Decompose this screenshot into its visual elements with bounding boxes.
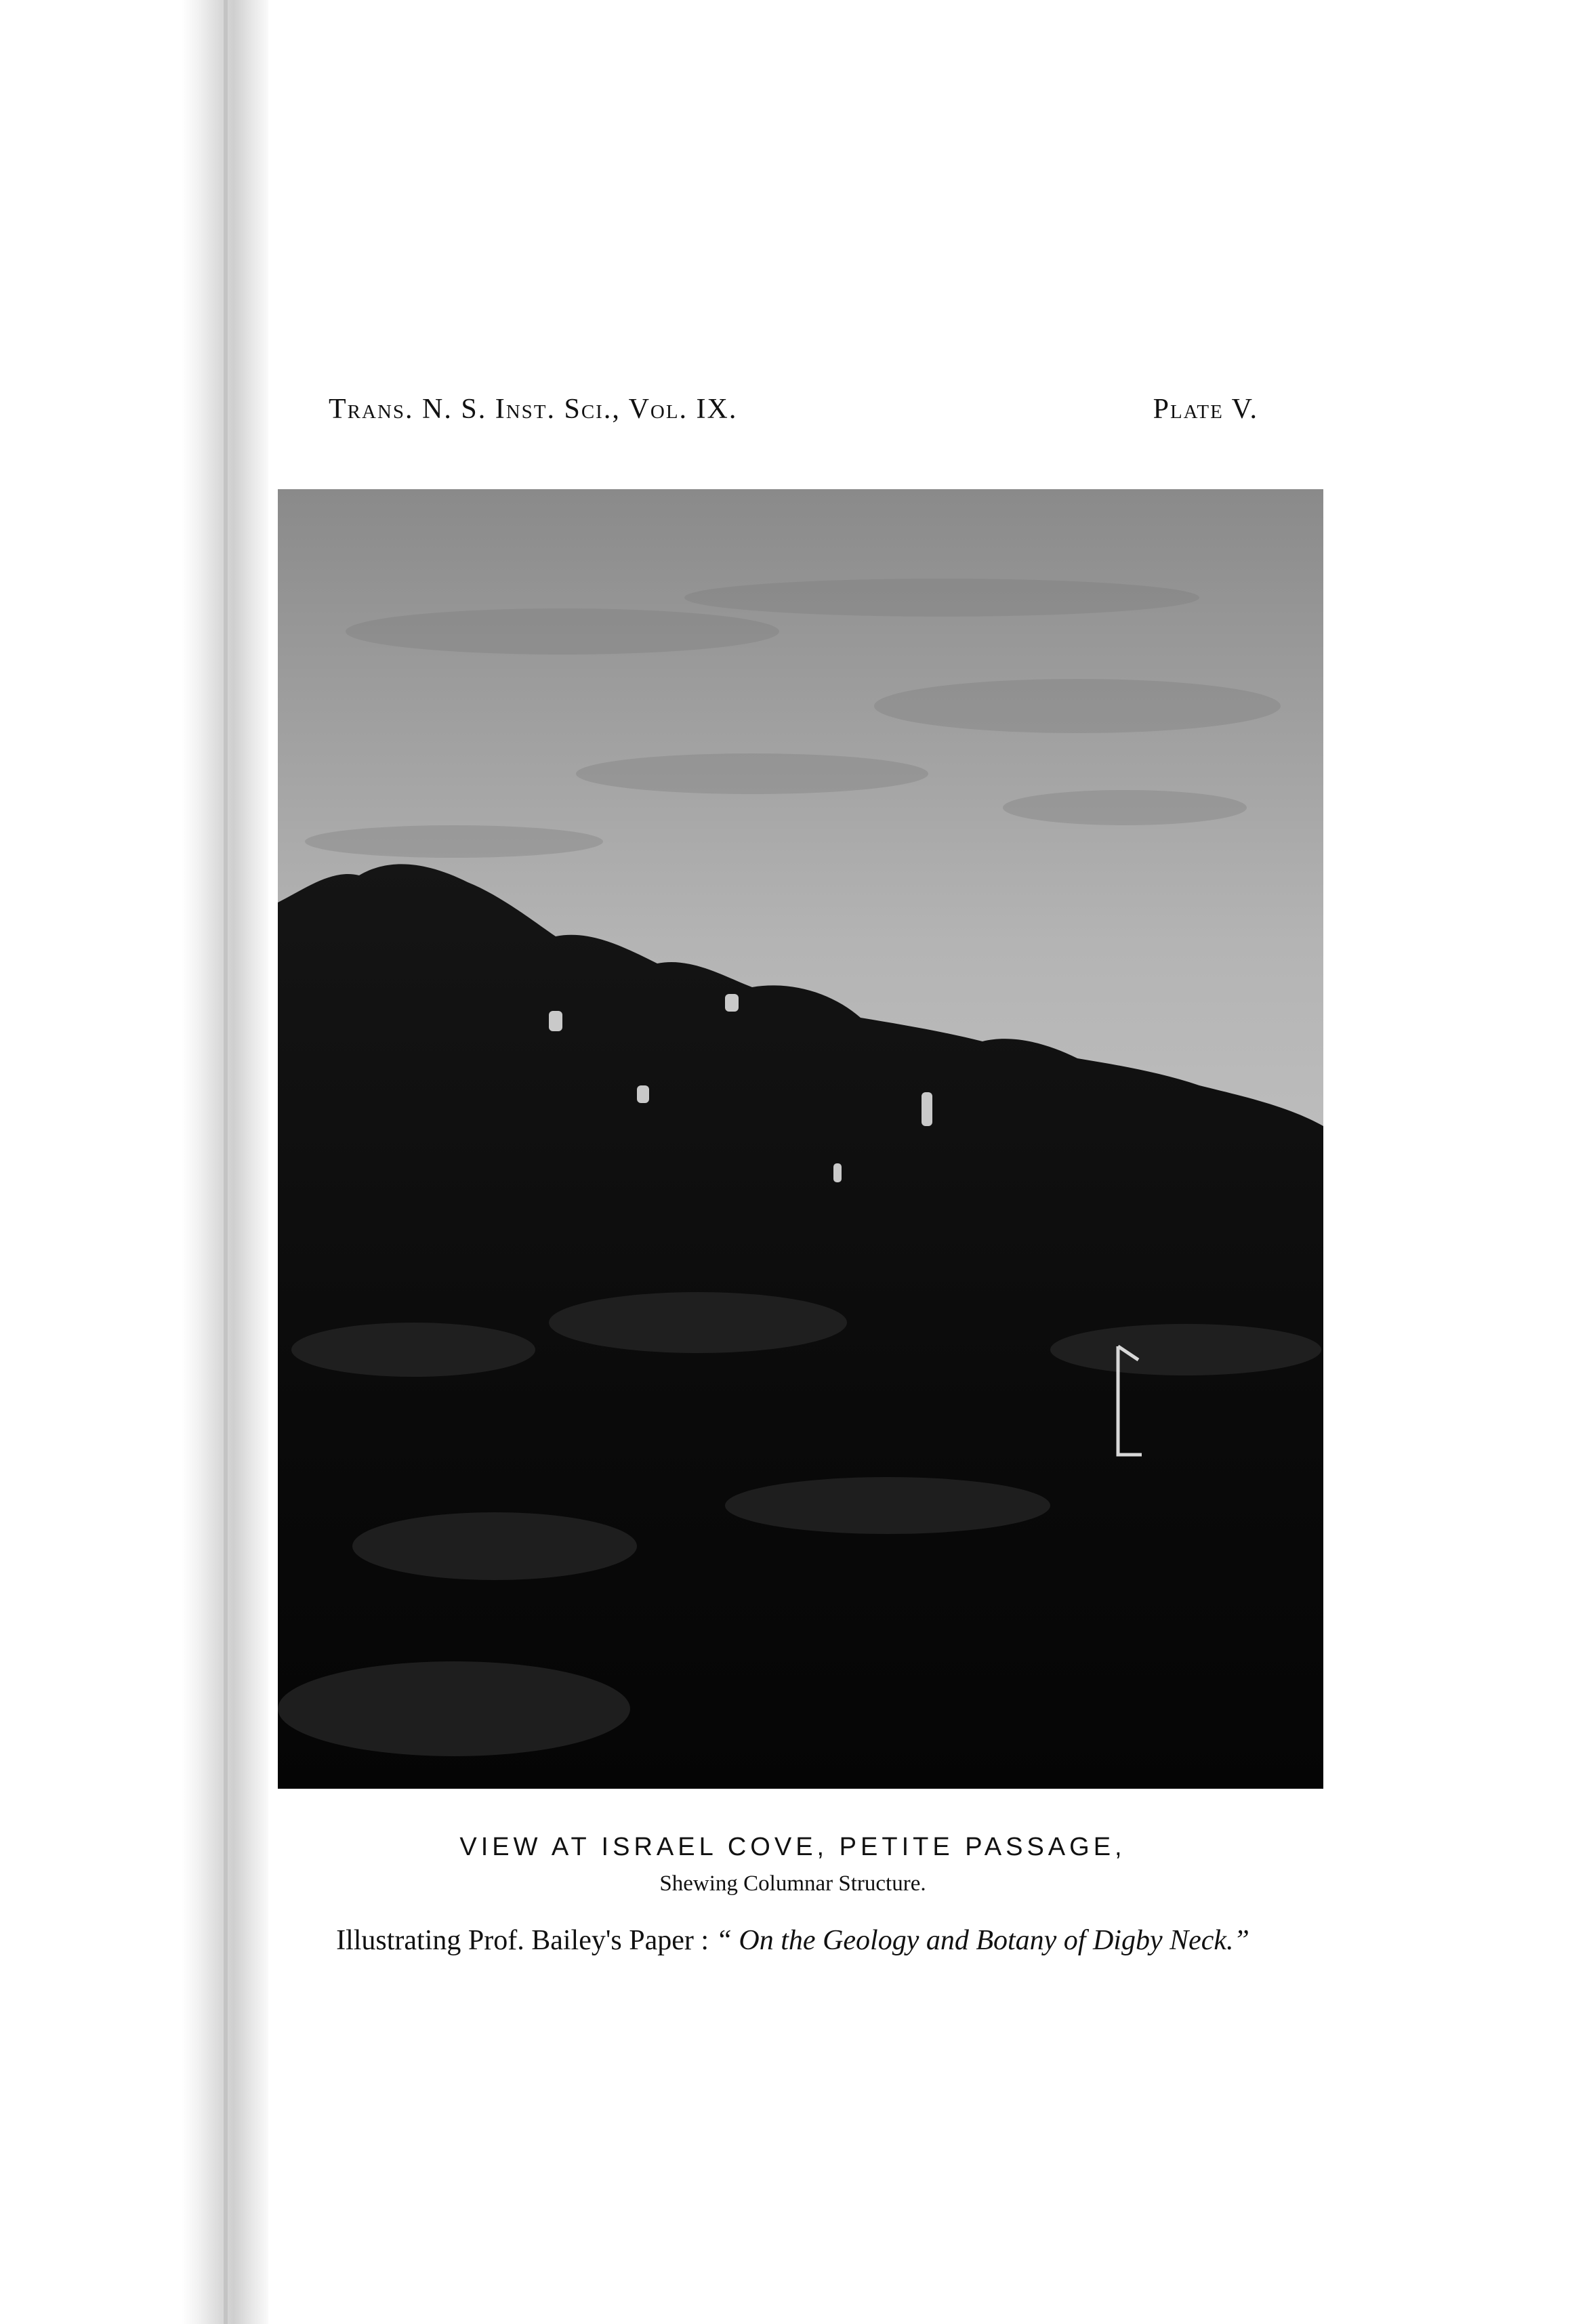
plate-note-title: “ On the Geology and Botany of Digby Neck.”: [716, 1925, 1249, 1956]
plate-number: Plate V.: [1153, 394, 1258, 425]
plate-title: VIEW AT ISRAEL COVE, PETITE PASSAGE,: [459, 1833, 1126, 1861]
page-binding-edge: [224, 0, 228, 2324]
plate-note: [257, 1924, 1328, 1957]
running-header: [329, 393, 1258, 434]
photograph-illustration: [278, 489, 1323, 1789]
journal-reference: Trans. N. S. Inst. Sci., Vol. IX.: [329, 394, 738, 425]
plate-note-prefix: Illustrating Prof. Bailey's Paper :: [336, 1925, 709, 1956]
plate-subtitle: Shewing Columnar Structure.: [659, 1871, 926, 1896]
plate-photograph: [278, 489, 1323, 1789]
